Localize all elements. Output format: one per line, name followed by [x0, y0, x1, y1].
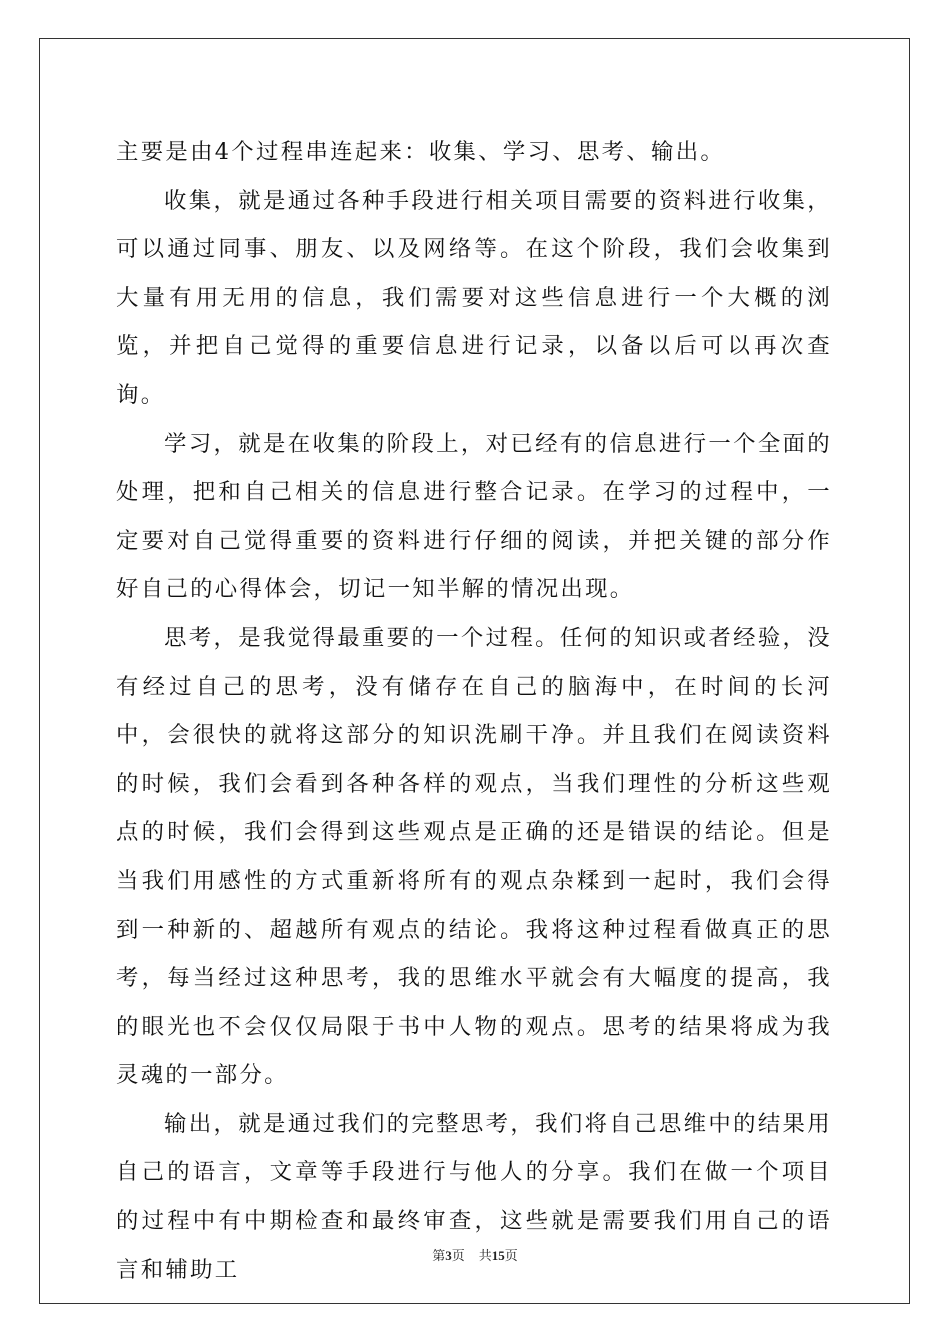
page-footer [0, 1248, 950, 1264]
paragraph-2: 收集，就是通过各种手段进行相关项目需要的资料进行收集，可以通过同事、朋友、以及网络等。在这个阶段，我们会收集到大量有用无用的信息，我们需要对这些信息进行一个大概的浏览，并把自己觉得的重要信息进行记录，以备以后可以再次查询。 [116, 187, 832, 408]
footer-page-prefix: 第 [432, 1248, 446, 1263]
paragraph-3: 学习，就是在收集的阶段上，对已经有的信息进行一个全面的处理，把和自己相关的信息进行整合记录。在学习的过程中，一定要对自己觉得重要的资料进行仔细的阅读，并把关键的部分作好自己的心得体会，切记一知半解的情况出现。 [116, 430, 832, 603]
footer-page-total: 15 [491, 1248, 505, 1263]
footer-page-suffix: 页 [451, 1248, 465, 1263]
paragraph-1: 主要是由4个过程串连起来：收集、学习、思考、输出。 [116, 139, 726, 165]
paragraph-4: 思考，是我觉得最重要的一个过程。任何的知识或者经验，没有经过自己的思考，没有储存在自己的脑海中，在时间的长河中，会很快的就将这部分的知识洗刷干净。并且我们在阅读资料的时候，我们会看到各种各样的观点，当我们理性的分析这些观点的时候，我们会得到这些观点是正确的还是错误的结论。但是当我们用感性的方式重新将所有的观点杂糅到一起时，我们会得到一种新的、超越所有观点的结论。我将这种过程看做真正的思考，每当经过这种思考，我的思维水平就会有大幅度的提高，我的眼光也不会仅仅局限于书中人物的观点。思考的结果将成为我灵魂的一部分。 [116, 624, 832, 1089]
footer-total-prefix: 共 [478, 1248, 492, 1263]
footer-total-suffix: 页 [504, 1248, 518, 1263]
paragraph-5: 输出，就是通过我们的完整思考，我们将自己思维中的结果用自己的语言，文章等手段进行与他人的分享。我们在做一个项目的过程中有中期检查和最终审查，这些就是需要我们用自己的语言和辅助工 [116, 1110, 832, 1283]
document-body [116, 128, 832, 1294]
footer-page-current: 3 [445, 1248, 452, 1263]
